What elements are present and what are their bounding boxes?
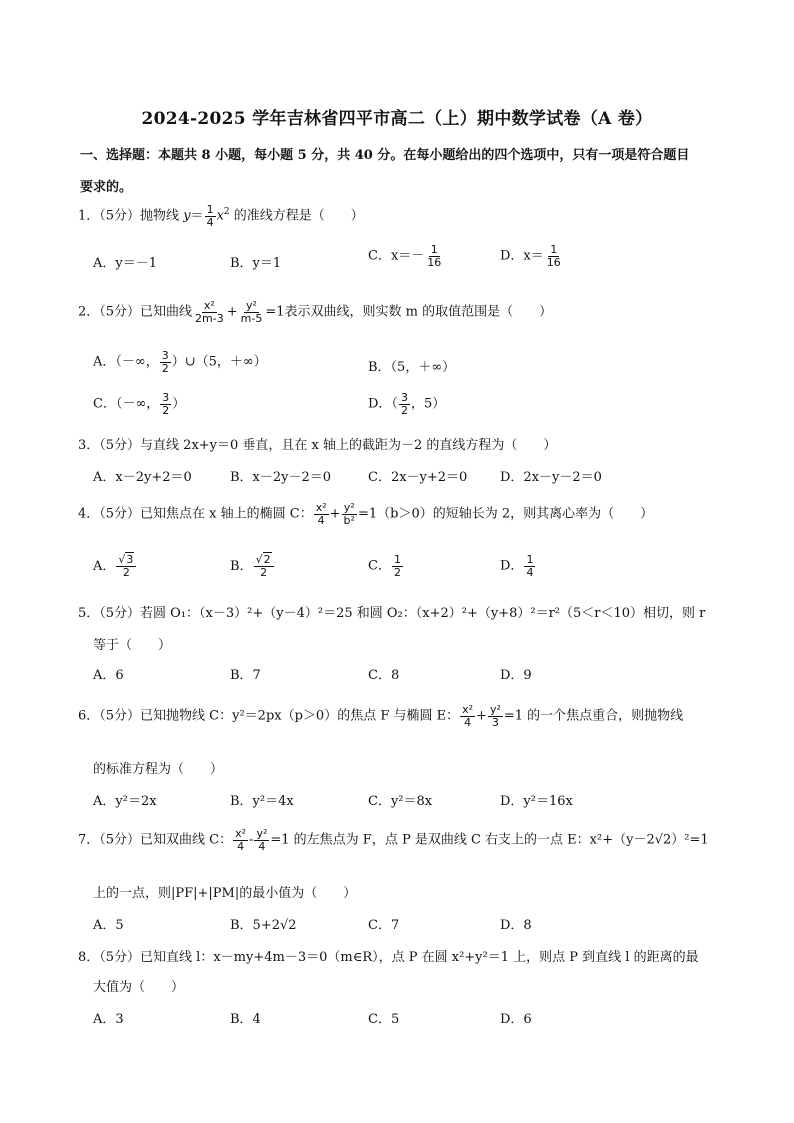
q8-option-a[interactable]: A．3 [93, 1012, 124, 1027]
q8-option-d[interactable]: D．6 [500, 1012, 532, 1027]
q7-option-b[interactable]: B．5+2√2 [230, 918, 297, 933]
q1-option-a[interactable]: A．y＝－1 [93, 256, 158, 271]
question-7-line2: 上的一点，则|PF|+|PM|的最小值为（ ） [93, 886, 357, 901]
question-4-stem: 4．（5分）已知焦点在 x 轴上的椭圆 C： $\frac{\text{x²}}{4}$ + $\frac{\text{y²}}{\text{b²}}$ =1（b＞0）的短轴长为 2，则其离心率为（ ） [78, 501, 654, 527]
section-heading-line2: 要求的。 [80, 180, 133, 195]
q7-option-d[interactable]: D．8 [500, 918, 532, 933]
question-8-line1: 8．（5分）已知直线 l：x－my+4m－3＝0（m∈R），点 P 在圆 x²+y²＝1 上，则点 P 到直线 l 的距离的最 [78, 950, 699, 965]
q5-option-a[interactable]: A．6 [93, 668, 124, 683]
q6-option-c[interactable]: C．y²＝8x [368, 794, 433, 809]
question-6-stem: 6．（5分）已知抛物线 C：y²＝2px（p＞0）的焦点 F 与椭圆 E： $\frac{\text{x²}}{4}$ + $\frac{\text{y²}}{3}$ =1 的一个焦点重合，则抛物线 [78, 703, 684, 729]
q2-option-c[interactable]: C．（－∞， $\frac{3}{2}$ ） [93, 391, 186, 417]
q3-option-a[interactable]: A．x－2y+2＝0 [93, 470, 192, 485]
q3-option-b[interactable]: B．x－2y－2＝0 [230, 470, 332, 485]
question-3-stem: 3．（5分）与直线 2x+y＝0 垂直，且在 x 轴上的截距为－2 的直线方程为（ ） [78, 438, 557, 453]
q3-option-d[interactable]: D．2x－y－2＝0 [500, 470, 602, 485]
question-7-stem: 7．（5分）已知双曲线 C： $\frac{\text{x²}}{4}$ - $\frac{\text{y²}}{4}$ =1 的左焦点为 F，点 P 是双曲线 C 右支上的一点 E：x²+（y－2√2）²=1 [78, 827, 709, 853]
q5-option-c[interactable]: C．8 [368, 668, 400, 683]
q2-option-a[interactable]: A．（－∞， $\frac{3}{2}$ ）∪（5，＋∞） [93, 349, 267, 375]
q2-option-d[interactable]: D．（ $\frac{3}{2}$ ，5） [368, 391, 446, 417]
q4-option-b[interactable]: B． $\frac{√2}{2}$ [230, 554, 275, 579]
q1-option-c[interactable]: C．x＝－ $\frac{1}{16}$ [368, 243, 442, 269]
q4-option-a[interactable]: A． $\frac{√3}{2}$ [93, 554, 137, 579]
q5-option-d[interactable]: D．9 [500, 668, 532, 683]
question-2-stem: 2．（5分）已知曲线 $\frac{\text{x²}}{2m-3}$ + $\frac{\text{y²}}{m-5}$ =1表示双曲线，则实数 m 的取值范围是（ ） [78, 299, 553, 325]
page-title: 2024-2025 学年吉林省四平市高二（上）期中数学试卷（A 卷） [141, 109, 653, 129]
q7-option-c[interactable]: C．7 [368, 918, 400, 933]
q4-option-c[interactable]: C． $\frac{1}{2}$ [368, 553, 401, 579]
question-6-line2: 的标准方程为（ ） [93, 762, 224, 777]
q6-option-b[interactable]: B．y²＝4x [230, 794, 294, 809]
question-5-line2: 等于（ ） [93, 638, 172, 653]
q7-option-a[interactable]: A．5 [93, 918, 124, 933]
q2-option-b[interactable]: B．（5，＋∞） [368, 360, 456, 375]
q5-option-b[interactable]: B．7 [230, 668, 261, 683]
question-5-line1: 5．（5分）若圆 O₁：（x－3）²+（y－4）²＝25 和圆 O₂：（x+2）²+（y+8）²＝r²（5＜r＜10）相切，则 r [78, 606, 706, 621]
q8-option-c[interactable]: C．5 [368, 1012, 400, 1027]
section-heading-line1: 一、选择题：本题共 8 小题，每小题 5 分，共 40 分。在每小题给出的四个选项中，只有一项是符合题目 [80, 148, 690, 163]
frac-1-4: $\frac{1}{4}$ [206, 203, 214, 229]
q1-option-b[interactable]: B．y＝1 [230, 256, 282, 271]
q1-option-d[interactable]: D．x＝ $\frac{1}{16}$ [500, 243, 561, 269]
q6-option-d[interactable]: D．y²＝16x [500, 794, 573, 809]
q3-option-c[interactable]: C．2x－y+2＝0 [368, 470, 468, 485]
question-1-stem: 1．（5分）抛物线 y＝ $\frac{1}{4}$ $x^2$ 的准线方程是（ ） [78, 203, 364, 229]
question-8-line2: 大值为（ ） [93, 980, 185, 995]
q4-option-d[interactable]: D． $\frac{1}{4}$ [500, 553, 534, 579]
q6-option-a[interactable]: A．y²＝2x [93, 794, 157, 809]
q8-option-b[interactable]: B．4 [230, 1012, 261, 1027]
